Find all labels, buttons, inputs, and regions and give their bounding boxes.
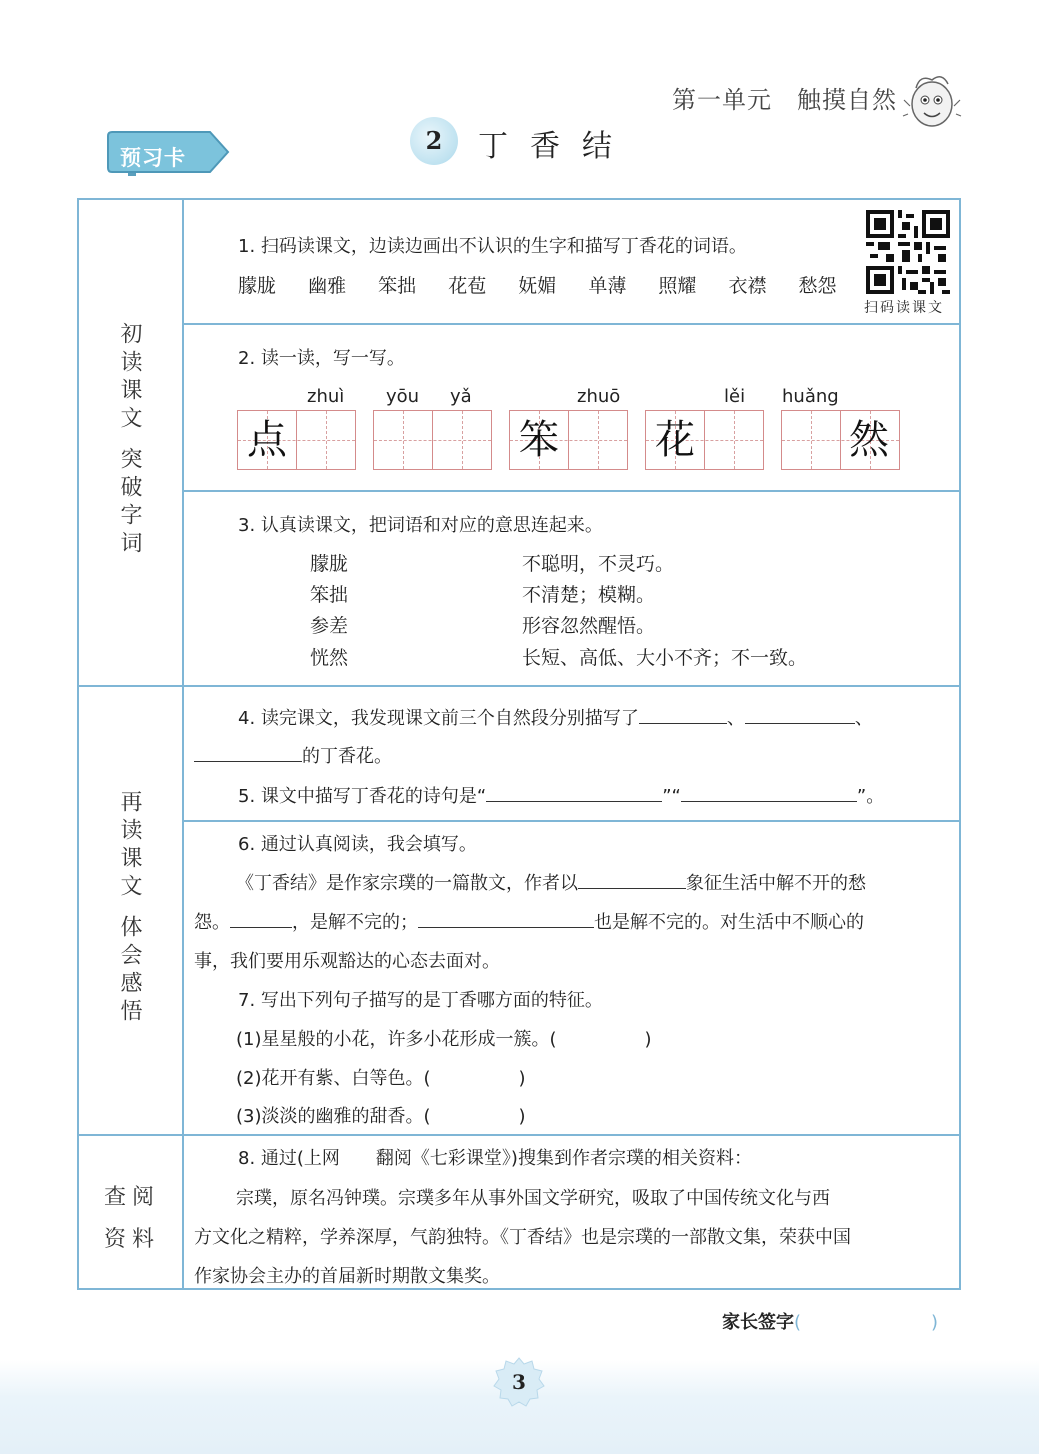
- pinyin: yōu: [386, 386, 420, 407]
- question-4: [238, 704, 873, 730]
- q7-item: [236, 1102, 526, 1128]
- word-item: 衣襟: [728, 275, 767, 297]
- preview-card-label: 预习卡: [120, 146, 186, 170]
- pinyin: zhuì: [307, 386, 345, 407]
- q4-sep: 、: [726, 708, 745, 729]
- match-term: 笨拙: [310, 584, 349, 606]
- match-term: 参差: [310, 615, 349, 637]
- answer-blank[interactable]: [578, 872, 686, 889]
- q5-text: ”“: [662, 786, 681, 807]
- question-divider: [182, 820, 961, 822]
- q6-text: 《丁香结》是作家宗璞的一篇散文，作者以: [236, 873, 578, 894]
- section-label-research-line1: 查阅: [104, 1185, 161, 1210]
- section-divider: [77, 1134, 961, 1136]
- question-2: 2. 读一读，写一写。: [238, 348, 405, 369]
- tianzige-grid: [373, 410, 492, 470]
- question-6: 6. 通过认真阅读，我会填写。: [238, 834, 477, 855]
- answer-blank[interactable]: [745, 707, 855, 724]
- q7-item: [236, 1025, 652, 1051]
- match-term: 朦胧: [310, 553, 349, 575]
- word-item: 幽雅: [308, 275, 347, 297]
- given-character: 然: [849, 417, 889, 463]
- match-meaning: 不聪明，不灵巧。: [522, 553, 675, 575]
- question-4-cont: [194, 742, 392, 768]
- pinyin: yǎ: [450, 386, 472, 407]
- q6-text: ，是解不完的；: [292, 912, 418, 933]
- q5-text: ”。: [856, 786, 885, 807]
- answer-blank[interactable]: [681, 785, 857, 802]
- q8-line: 宗璞，原名冯钟璞。宗璞多年从事外国文学研究，吸取了中国传统文化与西: [236, 1188, 830, 1209]
- question-8: 8. 通过(上网 翻阅《七彩课堂》)搜集到作者宗璞的相关资料：: [238, 1148, 752, 1169]
- q6-line: [194, 908, 864, 934]
- pinyin: zhuō: [577, 386, 621, 407]
- signature-label: 家长签字: [722, 1312, 794, 1333]
- match-meaning: 形容忽然醒悟。: [522, 615, 656, 637]
- parent-signature[interactable]: [722, 1308, 938, 1334]
- column-divider: [182, 198, 184, 1290]
- question-divider: [182, 323, 961, 325]
- word-item: 照耀: [658, 275, 697, 297]
- q7-item-text: (2)花开有紫、白等色。(: [236, 1068, 431, 1089]
- question-1: 1. 扫码读课文，边读边画出不认识的生字和描写丁香花的词语。: [238, 236, 747, 257]
- q6-text: 也是解不完的。对生活中不顺心的: [594, 912, 864, 933]
- q1-word-list: [238, 271, 863, 298]
- pinyin: huǎng: [782, 386, 839, 407]
- match-meaning: 长短、高低、大小不齐；不一致。: [522, 647, 808, 669]
- q7-item-close: ): [518, 1068, 526, 1089]
- word-item: 笨拙: [378, 275, 417, 297]
- unit-title: 第一单元 触摸自然: [672, 86, 897, 114]
- question-divider: [182, 490, 961, 492]
- q7-item-close: ): [518, 1106, 526, 1127]
- q4-sep: 、: [854, 708, 873, 729]
- qr-code-icon[interactable]: [866, 210, 950, 294]
- word-item: 单薄: [588, 275, 627, 297]
- q4-text: 4. 读完课文，我发现课文前三个自然段分别描写了: [238, 708, 639, 729]
- q7-item-text: (1)星星般的小花，许多小花形成一簇。(: [236, 1029, 557, 1050]
- q4-text: 的丁香花。: [302, 746, 392, 767]
- answer-blank[interactable]: [639, 707, 727, 724]
- given-character: 笨: [519, 417, 559, 463]
- qr-label: 扫码读课文: [864, 300, 944, 316]
- word-item: 妩媚: [518, 275, 557, 297]
- word-item: 愁怨: [798, 275, 837, 297]
- match-term: 恍然: [310, 647, 349, 669]
- q8-line: 方文化之精粹，学养深厚，气韵独特。《丁香结》也是宗璞的一部散文集，荣获中国: [194, 1227, 851, 1248]
- signature-open: (: [794, 1312, 802, 1333]
- section-divider: [77, 685, 961, 687]
- answer-blank[interactable]: [230, 911, 292, 928]
- q6-line: 事，我们要用乐观豁达的心态去面对。: [194, 951, 500, 972]
- answer-blank[interactable]: [418, 911, 594, 928]
- answer-blank[interactable]: [194, 745, 302, 762]
- q7-item: [236, 1064, 526, 1090]
- q7-item-close: ): [644, 1029, 652, 1050]
- answer-blank[interactable]: [486, 785, 662, 802]
- pinyin: lěi: [724, 386, 746, 407]
- section-label-research-line2: 资料: [104, 1227, 161, 1252]
- question-7: 7. 写出下列句子描写的是丁香哪方面的特征。: [238, 990, 603, 1011]
- word-item: 朦胧: [238, 275, 277, 297]
- question-5: [238, 782, 884, 808]
- word-item: 花苞: [448, 275, 487, 297]
- section-label-second-reading: 再读课文 体会感悟: [117, 790, 142, 1027]
- q6-text: 象征生活中解不开的愁: [686, 873, 866, 894]
- signature-close: ): [931, 1312, 939, 1333]
- q6-text: 怨。: [194, 912, 230, 933]
- mascot-icon: [902, 70, 962, 132]
- lesson-number: 2: [425, 126, 443, 155]
- question-3: 3. 认真读课文，把词语和对应的意思连起来。: [238, 515, 603, 536]
- lesson-title: 丁香结: [478, 129, 634, 164]
- page-number: 3: [512, 1370, 526, 1394]
- match-meaning: 不清楚；模糊。: [522, 584, 656, 606]
- q7-item-text: (3)淡淡的幽雅的甜香。(: [236, 1106, 431, 1127]
- q8-line: 作家协会主办的首届新时期散文集奖。: [194, 1266, 500, 1287]
- section-label-first-reading: 初读课文 突破字词: [117, 322, 142, 559]
- q5-text: 5. 课文中描写丁香花的诗句是“: [238, 786, 487, 807]
- given-character: 点: [247, 417, 287, 463]
- q6-line: [236, 869, 866, 895]
- given-character: 花: [655, 417, 695, 463]
